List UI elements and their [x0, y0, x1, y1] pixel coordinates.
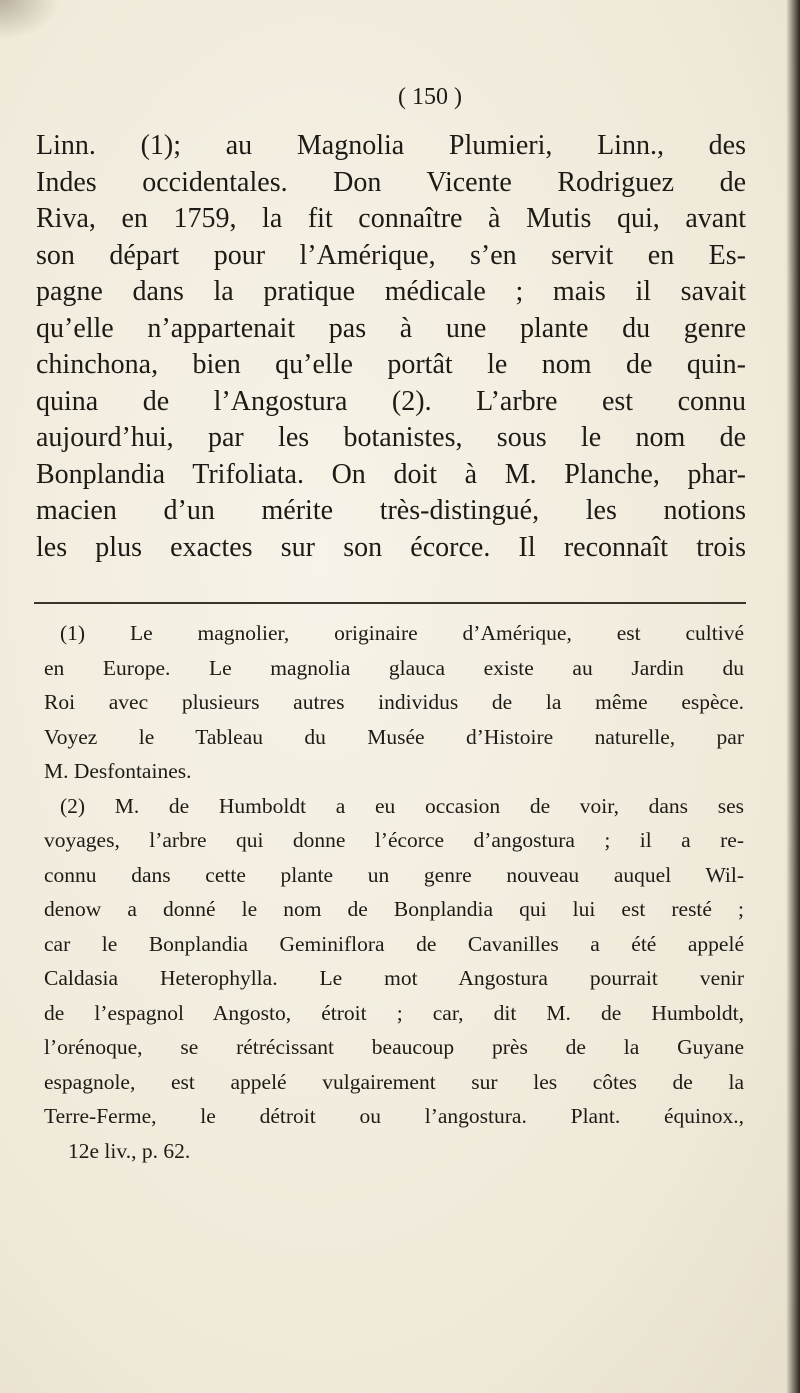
main-line-11: macien d’un mérite très-distingué, les notions: [36, 495, 746, 526]
main-line-10: Bonplandia Trifoliata. On doit à M. Planche, phar-: [36, 458, 746, 490]
main-line-12: les plus exactes sur son écorce. Il reconnaît trois: [36, 531, 746, 563]
note-line-4: Voyez le Tableau du Musée d’Histoire naturelle, par: [44, 724, 744, 749]
note-line-12: de l’espagnol Angosto, étroit ; car, dit M. de Humboldt,: [44, 1000, 744, 1025]
note-line-9: denow a donné le nom de Bonplandia qui lui est resté ;: [44, 897, 744, 921]
main-line-3: Riva, en 1759, la fit connaître à Mutis qui, avant: [36, 203, 746, 234]
note-line-7: voyages, l’arbre qui donne l’écorce d’angostura ; il a re-: [44, 828, 744, 852]
note-line-6: (2) M. de Humboldt a eu occasion de voir, dans ses: [60, 793, 744, 818]
main-line-5: pagne dans la pratique médicale ; mais il savait: [36, 276, 746, 307]
main-text: [36, 128, 746, 566]
page-number: ( 150 ): [398, 84, 462, 110]
main-line-2: Indes occidentales. Don Vicente Rodriguez de: [36, 166, 746, 198]
main-line-4: son départ pour l’Amérique, s’en servit en Es-: [36, 239, 746, 271]
note-line-15: Terre-Ferme, le détroit ou l’angostura. Plant. équinox.,: [44, 1104, 744, 1128]
main-line-7: chinchona, bien qu’elle portât le nom de quin-: [36, 349, 746, 380]
main-line-6: qu’elle n’appartenait pas à une plante du genre: [36, 312, 746, 344]
note-line-2: en Europe. Le magnolia glauca existe au Jardin du: [44, 655, 744, 680]
note-line-1: (1) Le magnolier, originaire d’Amérique, est cultivé: [60, 621, 744, 645]
main-line-1: Linn. (1); au Magnolia Plumieri, Linn., des: [36, 130, 746, 161]
note-line-5: M. Desfontaines.: [44, 759, 192, 783]
note-line-8: connu dans cette plante un genre nouveau auquel Wil-: [44, 862, 744, 887]
note-line-16: 12e liv., p. 62.: [68, 1138, 191, 1163]
note-line-11: Caldasia Heterophylla. Le mot Angostura pourrait venir: [44, 966, 744, 990]
note-line-14: espagnole, est appelé vulgairement sur les côtes de la: [44, 1069, 744, 1094]
main-line-8: quina de l’Angostura (2). L’arbre est connu: [36, 385, 746, 417]
corner-shadow: [0, 0, 60, 40]
note-line-3: Roi avec plusieurs autres individus de la même espèce.: [44, 690, 744, 714]
note-line-10: car le Bonplandia Geminiflora de Cavanilles a été appelé: [44, 931, 744, 956]
main-line-9: aujourd’hui, par les botanistes, sous le nom de: [36, 422, 746, 453]
footnote-separator: [34, 602, 746, 604]
page-edge-shadow: [786, 0, 800, 1393]
footnotes: [44, 616, 744, 1168]
note-line-13: l’orénoque, se rétrécissant beaucoup près de la Guyane: [44, 1035, 744, 1059]
